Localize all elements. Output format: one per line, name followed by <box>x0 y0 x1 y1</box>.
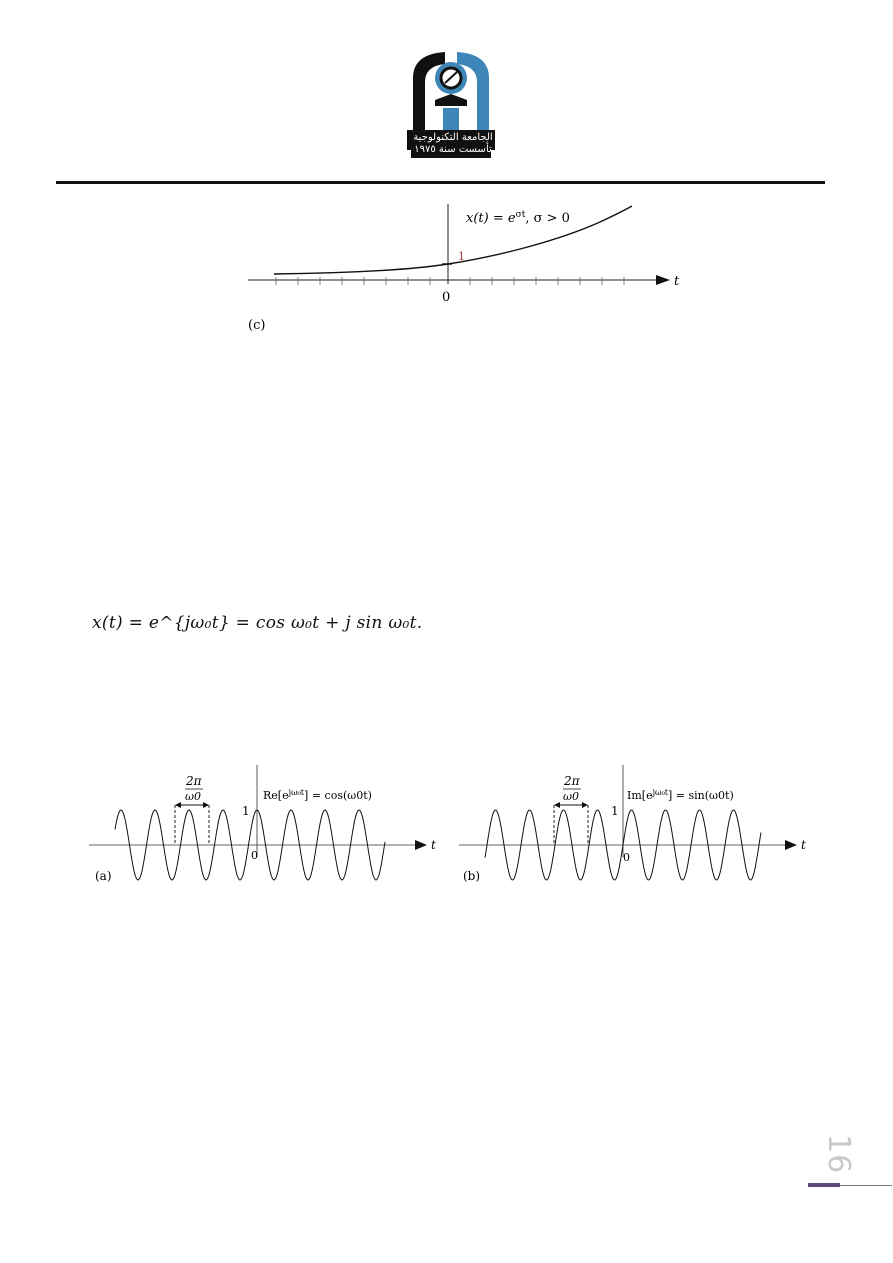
fig-a-tick-one: 1 <box>242 804 250 818</box>
fig-c-tick-one: 1 <box>458 250 465 263</box>
fig-b-origin: 0 <box>623 851 630 864</box>
fig-b-axis-arrow <box>785 840 797 850</box>
fig-b-tick-one: 1 <box>611 804 619 818</box>
fig-c-origin: 0 <box>442 290 451 305</box>
fig-c-formula: $x(t) = e^{\sigma t}$, σ > 0 <box>466 210 570 226</box>
fig-a-origin: 0 <box>251 849 258 862</box>
figure-c-exponential <box>240 200 700 340</box>
fig-c-axis-label: t <box>674 274 680 289</box>
footer-line <box>840 1185 892 1186</box>
figure-b-sine <box>455 765 815 895</box>
logo-text: الجامعة التكنولوجية تأسست سنة ١٩٧٥ م <box>413 132 493 167</box>
fig-b-axis-label: t <box>801 838 806 852</box>
fig-b-label: $Im[e^{j\omega_0t}] = \sin(\omega 0t)$ <box>627 788 734 802</box>
fig-c-caption: (c) <box>248 318 266 333</box>
fig-a-period-num: 2π <box>186 774 202 788</box>
fig-b-caption: (b) <box>463 869 481 883</box>
fig-c-curve <box>274 206 632 274</box>
fig-a-axis-arrow <box>415 840 427 850</box>
header-divider <box>56 181 825 184</box>
fig-b-period-den: ω0 <box>563 790 579 803</box>
fig-a-period-den: ω0 <box>185 790 201 803</box>
euler-equation <box>92 613 422 633</box>
fig-a-label: $Re[e^{j\omega_0t}] = \cos(\omega 0t)$ <box>263 788 372 802</box>
footer-accent-bar <box>808 1183 840 1187</box>
fig-a-caption: (a) <box>95 869 112 883</box>
fig-b-period-num: 2π <box>564 774 580 788</box>
figure-a-cosine <box>85 765 445 895</box>
university-logo <box>405 50 497 167</box>
equation-text: x(t) = e^{jω₀t} = cos ω₀t + j sin ω₀t. <box>92 613 423 633</box>
fig-a-axis-label: t <box>431 838 436 852</box>
page-number-text: 16 <box>821 1134 856 1175</box>
fig-c-ticks <box>276 277 624 285</box>
fig-c-axis-arrow <box>656 275 670 285</box>
page-number <box>818 1132 858 1176</box>
